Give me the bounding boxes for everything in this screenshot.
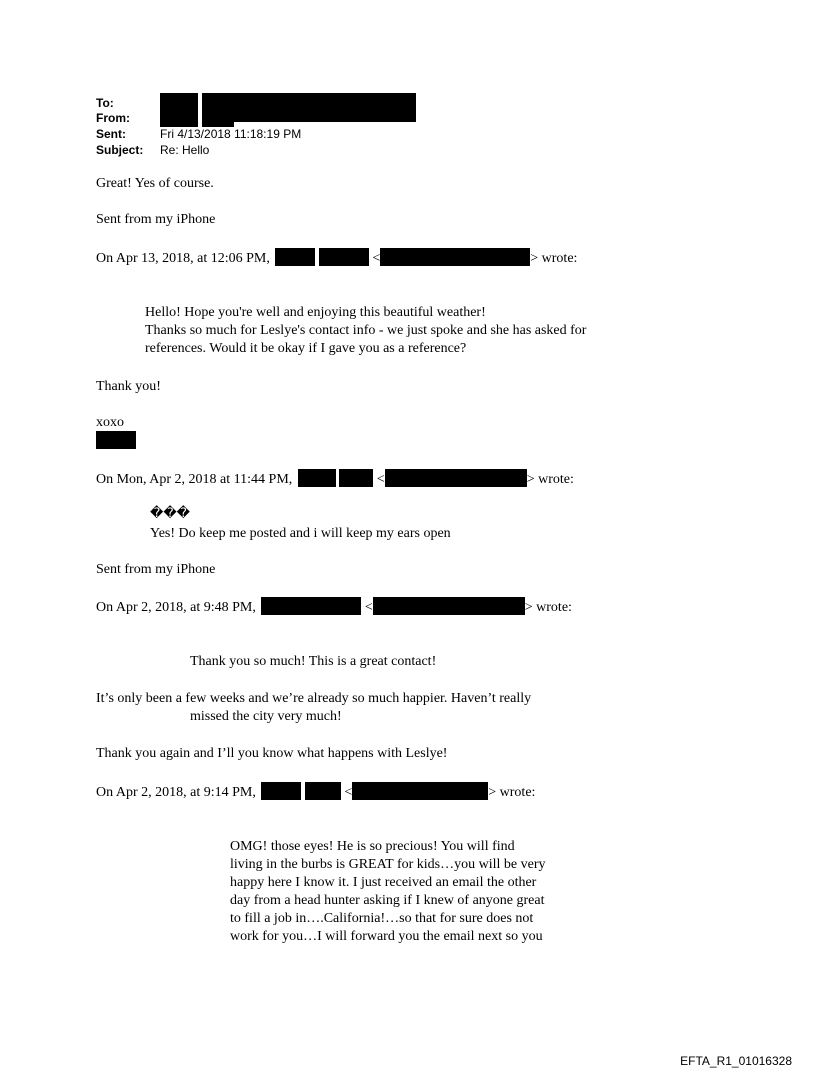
- redaction-block: [261, 782, 301, 800]
- redaction-block: [385, 469, 527, 487]
- redaction-block: [234, 93, 416, 122]
- from-row: [96, 111, 158, 125]
- redaction-block: [305, 782, 341, 800]
- quoted-line: Thank you again and I’ll you know what happens with Leslye!: [96, 746, 448, 761]
- quoted-line: It’s only been a few weeks and we’re already so much happier. Haven’t really: [96, 691, 532, 706]
- redaction-block: [339, 469, 373, 487]
- quoted-line: Thank you so much! This is a great contact!: [190, 654, 437, 669]
- quoted-line: Hello! Hope you're well and enjoying this beautiful weather!: [145, 305, 486, 320]
- quote-header-wrote: wrote:: [536, 600, 572, 615]
- quoted-line: missed the city very much!: [190, 709, 342, 724]
- document-id: EFTA_R1_01016328: [680, 1054, 792, 1068]
- subject-label: Subject:: [96, 143, 144, 157]
- quoted-line: living in the burbs is GREAT for kids…you will be very: [230, 857, 546, 872]
- redaction-block: [202, 93, 234, 127]
- signature: Sent from my iPhone: [96, 212, 216, 227]
- quoted-line: OMG! those eyes! He is so precious! You will find: [230, 839, 515, 854]
- reply-text: Great! Yes of course.: [96, 176, 214, 191]
- quoted-line: happy here I know it. I just received an email the other: [230, 875, 537, 890]
- quoted-line: Thanks so much for Leslye's contact info - we just spoke and she has asked for: [145, 323, 587, 338]
- quote-header-prefix: On Apr 13, 2018, at 12:06 PM,: [96, 251, 270, 266]
- redaction-block: [96, 431, 136, 449]
- to-label: To:: [96, 96, 114, 110]
- signature: Sent from my iPhone: [96, 562, 216, 577]
- quoted-line: references. Would it be okay if I gave you as a reference?: [145, 341, 467, 356]
- redaction-block: [319, 248, 369, 266]
- redaction-block: [261, 597, 361, 615]
- quote-header-1: On Apr 13, 2018, at 12:06 PM, < > wrote:: [96, 248, 577, 268]
- xoxo-text: xoxo: [96, 415, 124, 430]
- quote-header-prefix: On Apr 2, 2018, at 9:48 PM,: [96, 600, 256, 615]
- quoted-line: Yes! Do keep me posted and i will keep my ears open: [150, 526, 451, 541]
- quote-header-wrote: wrote:: [499, 785, 536, 800]
- quoted-line: to fill a job in….California!…so that for sure does not: [230, 911, 534, 926]
- quote-header-wrote: wrote:: [541, 251, 578, 266]
- redaction-block: [352, 782, 488, 800]
- sent-value: Fri 4/13/2018 11:18:19 PM: [160, 127, 302, 141]
- quote-header-prefix: On Mon, Apr 2, 2018 at 11:44 PM,: [96, 472, 293, 487]
- subject-row: [96, 143, 210, 157]
- quote-header-prefix: On Apr 2, 2018, at 9:14 PM,: [96, 785, 256, 800]
- to-row: [96, 96, 158, 110]
- replacement-glyphs: ���: [150, 506, 190, 521]
- sent-label: Sent:: [96, 127, 126, 141]
- quote-header-3: On Apr 2, 2018, at 9:48 PM, < > wrote:: [96, 597, 572, 617]
- redaction-block: [373, 597, 525, 615]
- thanks-text: Thank you!: [96, 379, 161, 394]
- quoted-line: work for you…I will forward you the email next so you: [230, 929, 543, 944]
- redaction-block: [298, 469, 336, 487]
- redaction-block: [160, 93, 198, 127]
- quote-header-wrote: wrote:: [538, 472, 574, 487]
- sent-row: [96, 127, 302, 141]
- quote-header-2: On Mon, Apr 2, 2018 at 11:44 PM, < > wrote:: [96, 469, 574, 489]
- from-label: From:: [96, 111, 130, 125]
- quoted-line: day from a head hunter asking if I knew of anyone great: [230, 893, 545, 908]
- subject-value: Re: Hello: [160, 143, 210, 157]
- quote-header-4: On Apr 2, 2018, at 9:14 PM, < > wrote:: [96, 782, 535, 802]
- redaction-block: [275, 248, 315, 266]
- redaction-block: [380, 248, 530, 266]
